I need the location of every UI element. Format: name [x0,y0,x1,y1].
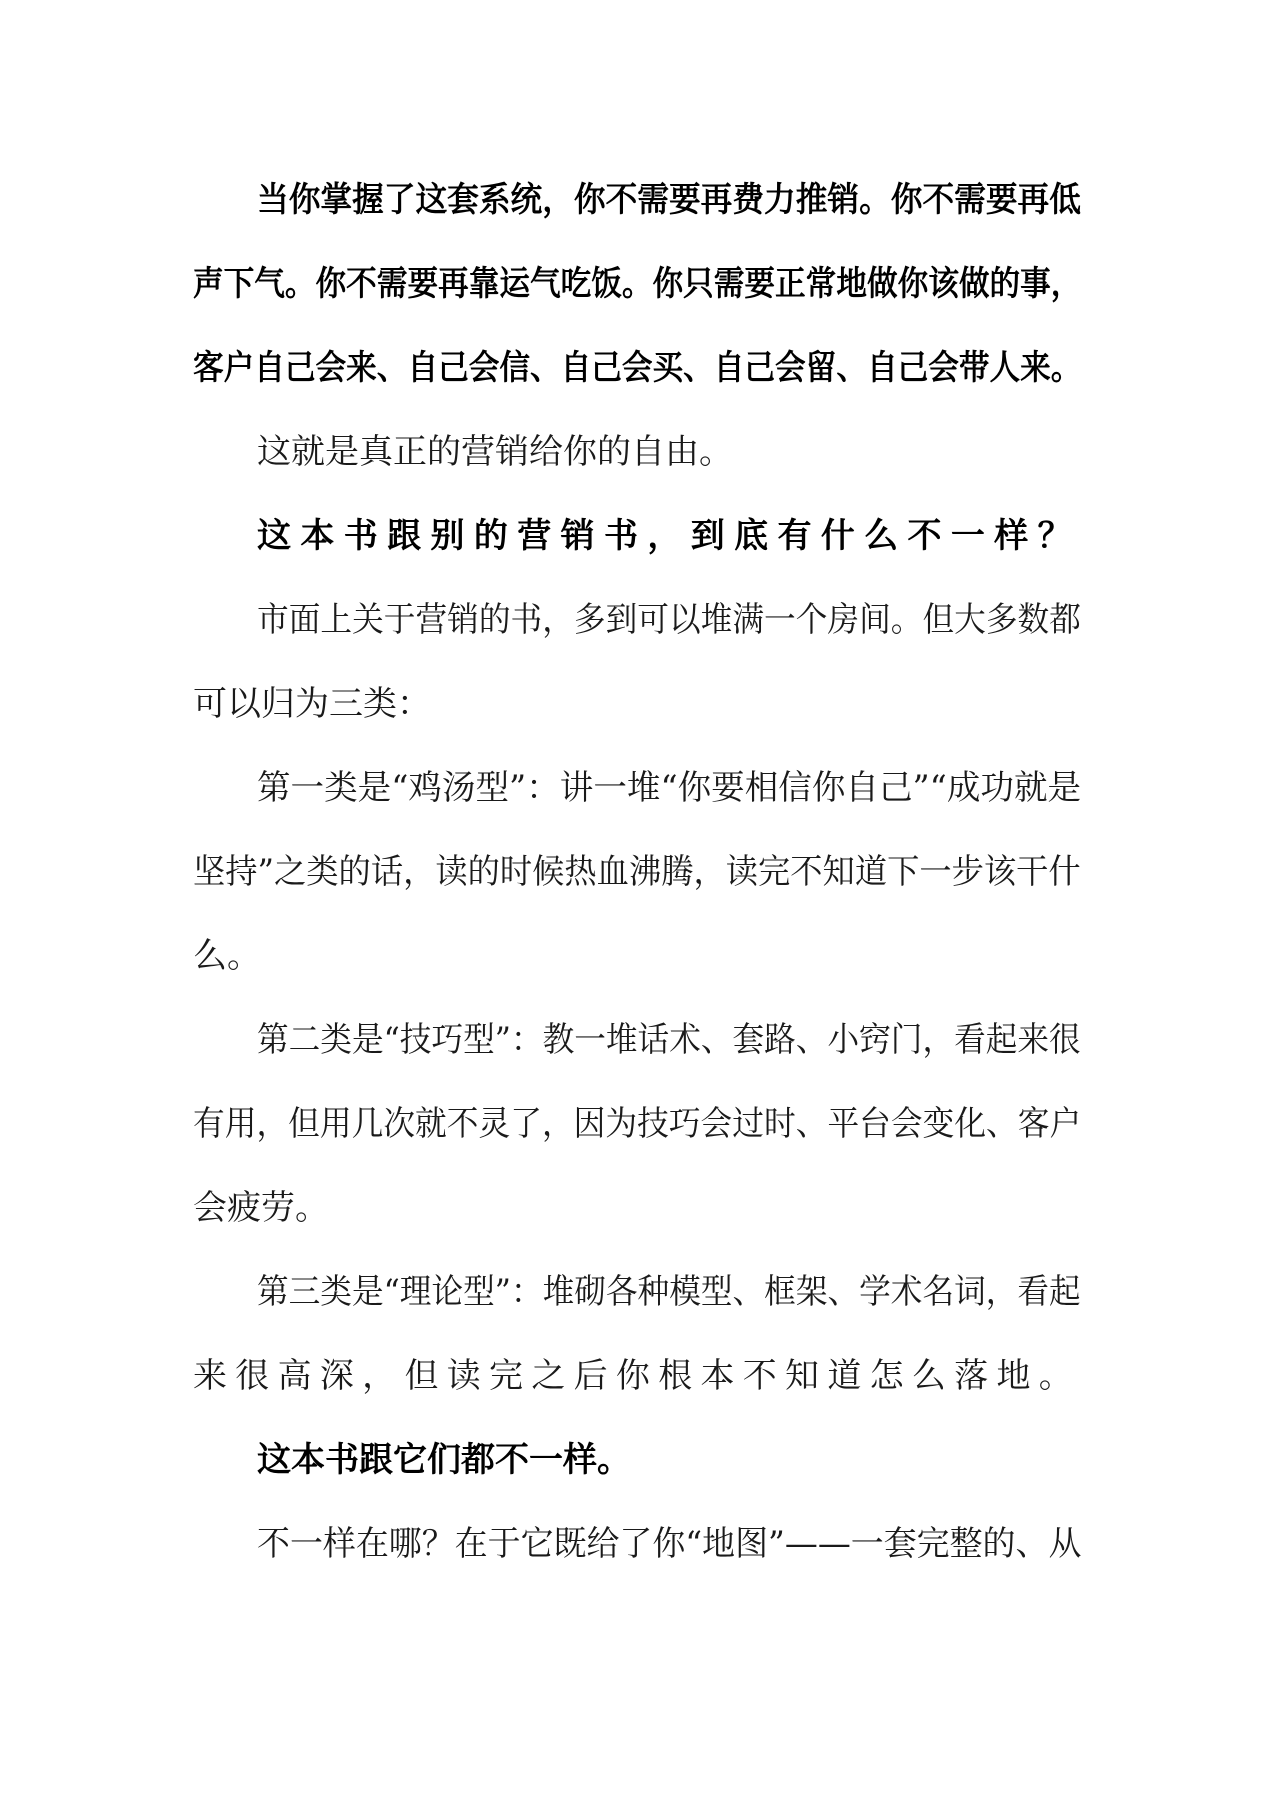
paragraph-line [0,842,1273,902]
paragraph-line [0,254,1273,314]
line-text: 有用，但用几次就不灵了，因为技巧会过时、平台会变化、客户 [193,1104,1082,1144]
line-text: 这就是真正的营销给你的自由。 [257,432,733,472]
paragraph-line [0,1346,1273,1406]
line-text: 坚持”之类的话，读的时候热血沸腾，读完不知道下一步该干什 [193,852,1081,892]
paragraph-line [0,590,1273,650]
line-text: 么。 [193,936,261,976]
line-text: 当你掌握了这套系统，你不需要再费力推销。你不需要再低 [257,180,1081,220]
line-text: 第二类是“技巧型”：教一堆话术、套路、小窍门，看起来很 [257,1020,1081,1060]
line-text: 客户自己会来、自己会信、自己会买、自己会留、自己会带人来。 [193,348,1082,388]
heading-text: 这本书跟别的营销书，到底有什么不一样？ [257,516,1082,556]
paragraph-line [0,1514,1273,1574]
line-text: 第一类是“鸡汤型”：讲一堆“你要相信你自己”“成功就是 [257,768,1082,808]
paragraph-line [0,1094,1273,1154]
line-text: 会疲劳。 [193,1188,329,1228]
line-text: 这本书跟它们都不一样。 [257,1440,631,1480]
line-text: 声下气。你不需要再靠运气吃饭。你只需要正常地做你该做的事， [193,264,1082,304]
paragraph-line [0,1430,1273,1490]
paragraph-line [0,338,1273,398]
paragraph-line [0,1178,1273,1238]
paragraph-line [0,674,1273,734]
paragraph-line [0,926,1273,986]
line-text: 来很高深，但读完之后你根本不知道怎么落地。 [193,1356,1082,1396]
line-text: 市面上关于营销的书，多到可以堆满一个房间。但大多数都 [257,600,1081,640]
paragraph-line [0,1010,1273,1070]
paragraph-line [0,758,1273,818]
paragraph-line [0,1262,1273,1322]
line-text: 可以归为三类： [193,684,431,724]
paragraph-line [0,170,1273,230]
line-text: 不一样在哪？在于它既给了你“地图”——一套完整的、从 [257,1524,1082,1564]
paragraph-line [0,422,1273,482]
line-text: 第三类是“理论型”：堆砌各种模型、框架、学术名词，看起 [257,1272,1081,1312]
section-heading [0,506,1273,566]
